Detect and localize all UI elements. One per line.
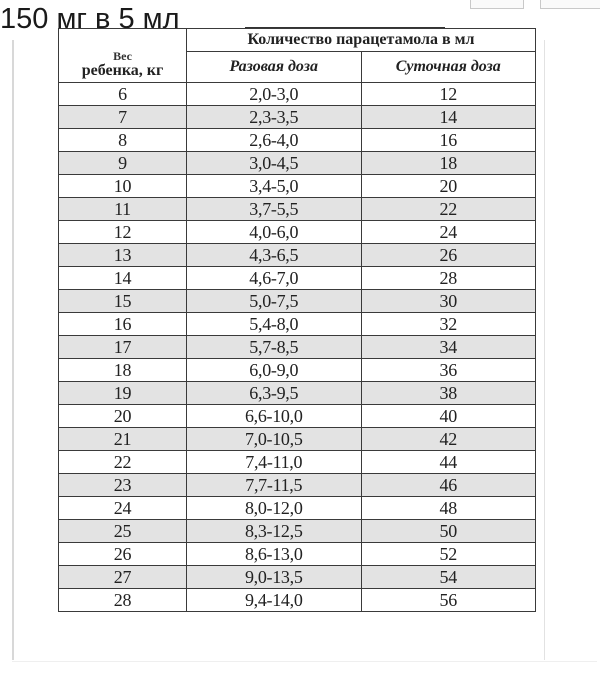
right-margin-rule [544, 40, 545, 660]
daily-dose-cell: 18 [361, 152, 536, 175]
single-dose-cell: 9,4-14,0 [187, 589, 362, 612]
daily-dose-cell: 50 [361, 520, 536, 543]
weight-cell: 21 [59, 428, 187, 451]
page-title: 150 мг в 5 мл [0, 3, 180, 35]
paracetamol-dose-table [58, 28, 536, 612]
weight-cell: 26 [59, 543, 187, 566]
single-dose-cell: 4,3-6,5 [187, 244, 362, 267]
daily-dose-cell: 56 [361, 589, 536, 612]
daily-dose-cell: 34 [361, 336, 536, 359]
table-row [59, 129, 536, 152]
weight-cell: 22 [59, 451, 187, 474]
table-header-row-1 [59, 29, 536, 52]
table-row [59, 244, 536, 267]
single-dose-cell: 3,4-5,0 [187, 175, 362, 198]
table-row [59, 152, 536, 175]
daily-dose-cell: 24 [361, 221, 536, 244]
weight-header-label: ребенка, кг [81, 62, 164, 79]
weight-cell: 13 [59, 244, 187, 267]
table-row [59, 106, 536, 129]
table-row [59, 290, 536, 313]
table-body [59, 83, 536, 612]
weight-cell: 28 [59, 589, 187, 612]
table-row [59, 405, 536, 428]
quantity-group-header: Количество парацетамола в мл [187, 29, 536, 52]
table-row [59, 451, 536, 474]
bottom-rule [12, 661, 597, 662]
single-dose-cell: 4,0-6,0 [187, 221, 362, 244]
daily-dose-cell: 46 [361, 474, 536, 497]
weight-cell: 18 [59, 359, 187, 382]
single-dose-cell: 3,7-5,5 [187, 198, 362, 221]
table-row [59, 175, 536, 198]
single-dose-cell: 7,7-11,5 [187, 474, 362, 497]
table-row [59, 497, 536, 520]
table-row [59, 566, 536, 589]
daily-dose-header: Суточная доза [361, 52, 536, 83]
table-row [59, 589, 536, 612]
single-dose-cell: 7,4-11,0 [187, 451, 362, 474]
weight-cell: 23 [59, 474, 187, 497]
weight-cell: 8 [59, 129, 187, 152]
daily-dose-cell: 32 [361, 313, 536, 336]
table-row [59, 428, 536, 451]
daily-dose-cell: 26 [361, 244, 536, 267]
table-row [59, 198, 536, 221]
weight-cell: 10 [59, 175, 187, 198]
table-row [59, 359, 536, 382]
single-dose-cell: 2,3-3,5 [187, 106, 362, 129]
single-dose-cell: 5,0-7,5 [187, 290, 362, 313]
daily-dose-cell: 38 [361, 382, 536, 405]
table-row [59, 336, 536, 359]
table-row [59, 83, 536, 106]
single-dose-cell: 3,0-4,5 [187, 152, 362, 175]
table-row [59, 543, 536, 566]
single-dose-cell: 9,0-13,5 [187, 566, 362, 589]
daily-dose-cell: 20 [361, 175, 536, 198]
single-dose-cell: 4,6-7,0 [187, 267, 362, 290]
weight-cell: 7 [59, 106, 187, 129]
daily-dose-cell: 12 [361, 83, 536, 106]
table-row [59, 520, 536, 543]
weight-cell: 12 [59, 221, 187, 244]
table-row [59, 382, 536, 405]
daily-dose-cell: 40 [361, 405, 536, 428]
single-dose-cell: 5,4-8,0 [187, 313, 362, 336]
weight-cell: 11 [59, 198, 187, 221]
daily-dose-cell: 16 [361, 129, 536, 152]
table-row [59, 313, 536, 336]
weight-cell: 16 [59, 313, 187, 336]
weight-cell: 27 [59, 566, 187, 589]
weight-cell: 14 [59, 267, 187, 290]
single-dose-cell: 8,3-12,5 [187, 520, 362, 543]
top-right-tab-1 [470, 0, 524, 9]
single-dose-cell: 6,6-10,0 [187, 405, 362, 428]
weight-cell: 19 [59, 382, 187, 405]
single-dose-cell: 6,3-9,5 [187, 382, 362, 405]
single-dose-cell: 8,0-12,0 [187, 497, 362, 520]
weight-cell: 9 [59, 152, 187, 175]
daily-dose-cell: 14 [361, 106, 536, 129]
weight-cell: 24 [59, 497, 187, 520]
single-dose-cell: 8,6-13,0 [187, 543, 362, 566]
weight-cell: 17 [59, 336, 187, 359]
daily-dose-cell: 22 [361, 198, 536, 221]
weight-column-header [59, 29, 187, 83]
top-right-tab-2 [540, 0, 600, 9]
table-row [59, 221, 536, 244]
daily-dose-cell: 36 [361, 359, 536, 382]
weight-header-top: Вес [113, 52, 132, 60]
single-dose-cell: 2,6-4,0 [187, 129, 362, 152]
weight-cell: 15 [59, 290, 187, 313]
table-row [59, 267, 536, 290]
daily-dose-cell: 52 [361, 543, 536, 566]
left-margin-rule [12, 40, 14, 660]
daily-dose-cell: 42 [361, 428, 536, 451]
single-dose-cell: 5,7-8,5 [187, 336, 362, 359]
single-dose-cell: 2,0-3,0 [187, 83, 362, 106]
single-dose-cell: 6,0-9,0 [187, 359, 362, 382]
weight-cell: 6 [59, 83, 187, 106]
daily-dose-cell: 44 [361, 451, 536, 474]
single-dose-cell: 7,0-10,5 [187, 428, 362, 451]
weight-cell: 25 [59, 520, 187, 543]
single-dose-header: Разовая доза [187, 52, 362, 83]
daily-dose-cell: 30 [361, 290, 536, 313]
daily-dose-cell: 28 [361, 267, 536, 290]
daily-dose-cell: 54 [361, 566, 536, 589]
daily-dose-cell: 48 [361, 497, 536, 520]
weight-cell: 20 [59, 405, 187, 428]
table-row [59, 474, 536, 497]
